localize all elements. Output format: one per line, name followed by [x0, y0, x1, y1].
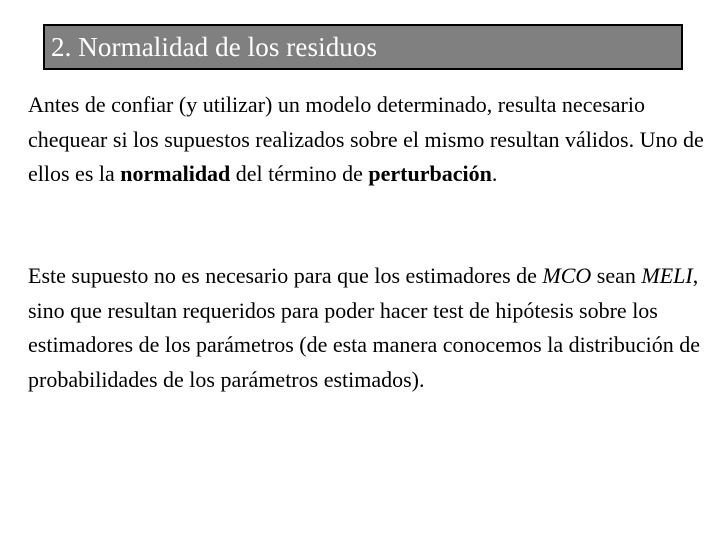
- paragraph1-text-a: Antes de confiar (y utilizar) un modelo determinado, resulta necesario chequear si los supuestos realizados sobre el mismo resultan válidos. Uno de ellos es la: [28, 92, 704, 186]
- paragraph1-bold-perturbacion: perturbación: [368, 161, 492, 186]
- paragraph2-text-b: sean: [591, 263, 642, 288]
- slide-title-bar: [43, 24, 683, 70]
- paragraph2-text-c: , sino que resultan requeridos para poder hacer test de hipótesis sobre los estimadores de los parámetros (de esta manera conocemos la distribución de probabilidades de los parámetros estimados).: [28, 263, 700, 392]
- paragraph2-italic-meli: MELI: [641, 263, 693, 288]
- paragraph-normality-intro: [28, 88, 708, 192]
- paragraph-assumption-detail: [28, 259, 708, 397]
- slide-title: 2. Normalidad de los residuos: [51, 31, 378, 62]
- paragraph1-text-b: del término de: [230, 161, 369, 186]
- paragraph2-italic-mco: MCO: [542, 263, 592, 288]
- paragraph2-text-a: Este supuesto no es necesario para que los estimadores de: [28, 263, 543, 288]
- paragraph1-text-c: .: [491, 161, 498, 186]
- paragraph1-bold-normalidad: normalidad: [120, 161, 231, 186]
